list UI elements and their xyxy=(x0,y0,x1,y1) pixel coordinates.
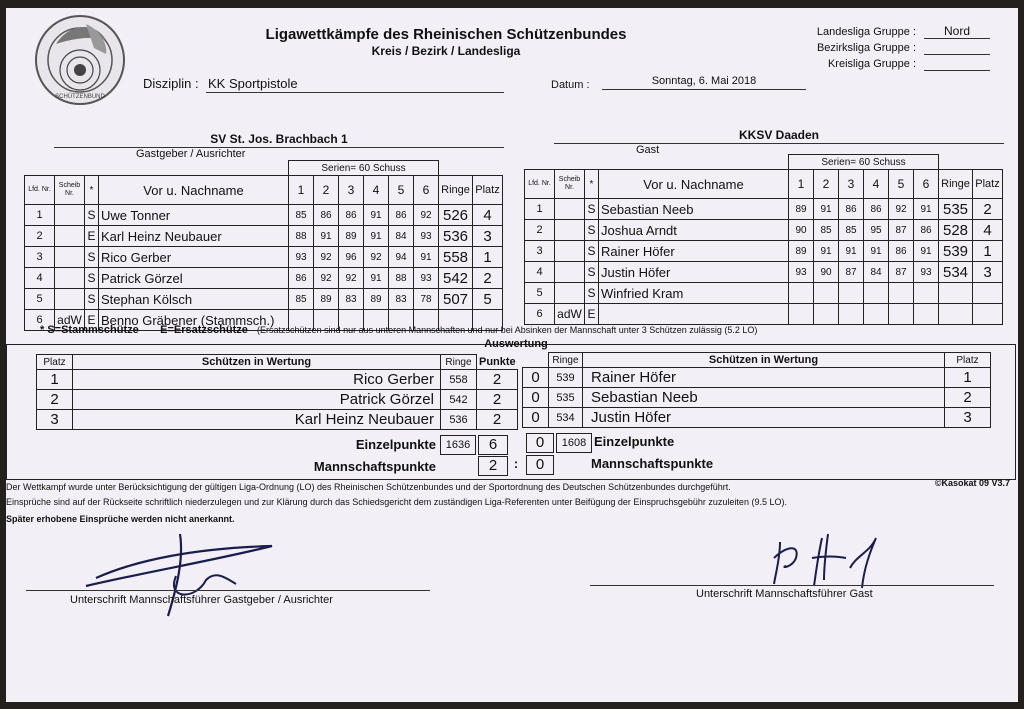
home-team-name: SV St. Jos. Brachbach 1 xyxy=(210,132,348,146)
footer-copyright: ©Kasokat 09 V3.7 xyxy=(934,478,1010,488)
landesliga-value: Nord xyxy=(943,24,970,38)
cell-nr: 3 xyxy=(525,241,555,262)
cell-series xyxy=(789,304,814,325)
cell-name: Uwe Tonner xyxy=(99,205,289,226)
cell-series: 84 xyxy=(389,226,414,247)
cell-series: 92 xyxy=(414,205,439,226)
cell-platz: 3 xyxy=(973,262,1003,283)
cell-name xyxy=(599,304,789,325)
cell-ringe: 536 xyxy=(439,226,473,247)
cell-punkte: 0 xyxy=(523,408,549,428)
cell-punkte: 2 xyxy=(477,410,518,430)
cell-ringe xyxy=(939,283,973,304)
auswertung-row xyxy=(523,388,991,408)
guest-mannschaftspunkte: 0 xyxy=(526,455,554,475)
cell-s: E xyxy=(85,226,99,247)
cell-name: Joshua Arndt xyxy=(599,220,789,241)
mannschaftspunkte-label-guest: Mannschaftspunkte xyxy=(591,456,714,471)
cell-platz: 2 xyxy=(973,199,1003,220)
cell-series xyxy=(889,304,914,325)
col-star: * xyxy=(85,176,99,205)
cell-series: 93 xyxy=(289,247,314,268)
cell-ringe: 558 xyxy=(441,370,477,390)
legend-stamm: * S=Stammschütze xyxy=(40,324,139,336)
cell-series: 85 xyxy=(289,289,314,310)
einzelpunkte-label-home: Einzelpunkte xyxy=(355,437,436,452)
table-row xyxy=(525,220,1003,241)
cell-series: 91 xyxy=(364,205,389,226)
cell-series: 89 xyxy=(364,289,389,310)
cell-series: 86 xyxy=(314,205,339,226)
cell-s: S xyxy=(85,268,99,289)
cell-series: 92 xyxy=(364,247,389,268)
cell-scheib xyxy=(555,241,585,262)
cell-s: S xyxy=(585,241,599,262)
auswertung-home-table: Platz Schützen in Wertung Ringe Punkte 1 Rico Gerber 558 2 2 Patrick Görzel 542 2 3 Karl Heinz Neubauer 536 2 xyxy=(36,354,518,430)
auswertung-row xyxy=(523,408,991,428)
cell-name: Rico Gerber xyxy=(99,247,289,268)
cell-platz: 1 xyxy=(37,370,73,390)
cell-series xyxy=(814,304,839,325)
cell-punkte: 0 xyxy=(523,368,549,388)
cell-s: S xyxy=(585,283,599,304)
cell-platz: 1 xyxy=(945,368,991,388)
home-score-table: Serien= 60 Schuss Lfd. Nr. Scheib Nr. * Vor u. Nachname 1 2 3 4 5 6 Ringe Platz 1 S Uwe Tonner 85 86 86 91 86 92 526 4 2 E Karl Heinz Neubauer 88 91 89 91 84 93 536 3 3 S Rico Gerber 93 92 96 92 94 91 558 1 4 S Patrick Görzel 86 92 92 91 88 93 542 2 5 S Stephan Kölsch 85 89 83 89 83 78 507 5 6 adW E Benno Gräbener (Stammsch.) xyxy=(24,160,503,331)
cell-s: S xyxy=(585,199,599,220)
cell-nr: 4 xyxy=(25,268,55,289)
auswertung-row xyxy=(523,368,991,388)
cell-series xyxy=(889,283,914,304)
cell-s: S xyxy=(585,220,599,241)
cell-scheib: adW xyxy=(55,310,85,331)
cell-series: 86 xyxy=(389,205,414,226)
cell-nr: 5 xyxy=(525,283,555,304)
guest-score-table: Serien= 60 Schuss Lfd. Nr. Scheib Nr. * Vor u. Nachname 1 2 3 4 5 6 Ringe Platz 1 S Sebastian Neeb 89 91 86 86 92 91 535 2 2 S Joshua Arndt 90 85 85 95 87 86 528 4 3 S Rainer Höfer 89 91 91 91 86 91 539 1 4 S Justin Höfer 93 90 87 84 87 93 534 3 5 S Winfried Kram 6 adW E xyxy=(524,154,1003,325)
cell-platz: 3 xyxy=(945,408,991,428)
col-lfd: Lfd. Nr. xyxy=(25,176,55,205)
cell-nr: 1 xyxy=(25,205,55,226)
cell-s: S xyxy=(85,247,99,268)
cell-series: 91 xyxy=(414,247,439,268)
cell-scheib xyxy=(55,226,85,247)
cell-name: Rainer Höfer xyxy=(583,368,945,388)
cell-platz xyxy=(973,283,1003,304)
cell-series: 90 xyxy=(789,220,814,241)
auswertung-row xyxy=(37,390,518,410)
cell-ringe: 534 xyxy=(939,262,973,283)
cell-series xyxy=(864,304,889,325)
cell-nr: 6 xyxy=(525,304,555,325)
cell-series: 87 xyxy=(839,262,864,283)
table-row xyxy=(25,247,503,268)
footer-spaeter: Später erhobene Einsprüche werden nicht anerkannt. xyxy=(6,514,235,524)
cell-series: 86 xyxy=(914,220,939,241)
table-row xyxy=(25,226,503,247)
cell-series: 91 xyxy=(364,226,389,247)
cell-scheib xyxy=(555,262,585,283)
document-title: Ligawettkämpfe des Rheinischen Schützenbundes xyxy=(265,26,627,43)
cell-platz: 2 xyxy=(473,268,503,289)
table-row xyxy=(525,283,1003,304)
cell-ringe xyxy=(939,304,973,325)
guest-team-name: KKSV Daaden xyxy=(738,128,820,142)
cell-punkte: 2 xyxy=(477,390,518,410)
cell-name: Sebastian Neeb xyxy=(583,388,945,408)
cell-series: 87 xyxy=(889,262,914,283)
cell-nr: 4 xyxy=(525,262,555,283)
cell-series: 83 xyxy=(339,289,364,310)
cell-ringe: 507 xyxy=(439,289,473,310)
table-row xyxy=(25,205,503,226)
disziplin-label: Disziplin : xyxy=(143,76,199,91)
cell-platz: 2 xyxy=(37,390,73,410)
cell-series: 89 xyxy=(789,199,814,220)
auswertung-row xyxy=(37,410,518,430)
cell-ringe: 536 xyxy=(441,410,477,430)
cell-series: 91 xyxy=(814,199,839,220)
table-row xyxy=(525,262,1003,283)
cell-name: Benno Gräbener (Stammsch.) xyxy=(99,310,289,331)
cell-ringe: 539 xyxy=(939,241,973,262)
cell-series: 93 xyxy=(414,268,439,289)
legend-ersatz: E=Ersatzschütze xyxy=(160,324,248,336)
cell-series xyxy=(914,283,939,304)
home-ringe-total: 1636 xyxy=(440,435,476,455)
col-name: Vor u. Nachname xyxy=(99,176,289,205)
datum-label: Datum : xyxy=(551,79,590,91)
cell-series: 94 xyxy=(389,247,414,268)
cell-name: Rico Gerber xyxy=(73,370,441,390)
col-ringe: Ringe xyxy=(439,176,473,205)
cell-series: 89 xyxy=(339,226,364,247)
cell-name: Karl Heinz Neubauer xyxy=(73,410,441,430)
legend-note: (Ersatzschützen sind nur aus unteren Mannschaften und nur bei Absinken der Mannschaft unter 3 Schützen zulässig (5.2 LO) xyxy=(257,325,758,335)
cell-scheib xyxy=(555,220,585,241)
cell-platz: 3 xyxy=(37,410,73,430)
einzelpunkte-label-guest: Einzelpunkte xyxy=(594,434,675,449)
cell-series: 90 xyxy=(814,262,839,283)
cell-platz: 1 xyxy=(973,241,1003,262)
cell-scheib xyxy=(55,289,85,310)
cell-series: 89 xyxy=(314,289,339,310)
document-subtitle: Kreis / Bezirk / Landesliga xyxy=(371,44,521,58)
cell-series: 86 xyxy=(839,199,864,220)
cell-scheib xyxy=(555,283,585,304)
cell-platz: 2 xyxy=(945,388,991,408)
cell-name: Sebastian Neeb xyxy=(599,199,789,220)
cell-punkte: 2 xyxy=(477,370,518,390)
col-platz: Platz xyxy=(473,176,503,205)
cell-series: 91 xyxy=(914,241,939,262)
cell-series: 86 xyxy=(289,268,314,289)
cell-name: Rainer Höfer xyxy=(599,241,789,262)
cell-name: Justin Höfer xyxy=(599,262,789,283)
cell-ringe: 558 xyxy=(439,247,473,268)
cell-ringe: 542 xyxy=(441,390,477,410)
cell-series: 91 xyxy=(839,241,864,262)
auswertung-guest-table: Ringe Schützen in Wertung Platz 0 539 Rainer Höfer 1 0 535 Sebastian Neeb 2 0 534 Justin Höfer 3 xyxy=(522,352,991,428)
cell-series: 91 xyxy=(364,268,389,289)
cell-series: 84 xyxy=(864,262,889,283)
cell-scheib: adW xyxy=(555,304,585,325)
landesliga-label: Landesliga Gruppe : xyxy=(816,26,916,38)
signature-home-label: Unterschrift Mannschaftsführer Gastgeber / Ausrichter xyxy=(70,594,333,606)
guest-ringe-total: 1608 xyxy=(556,433,592,453)
cell-series: 91 xyxy=(864,241,889,262)
mannschaftspunkte-label-home: Mannschaftspunkte xyxy=(313,459,436,474)
cell-series xyxy=(864,283,889,304)
cell-nr: 5 xyxy=(25,289,55,310)
cell-name: Stephan Kölsch xyxy=(99,289,289,310)
signature-guest-label: Unterschrift Mannschaftsführer Gast xyxy=(696,588,873,600)
cell-nr: 1 xyxy=(525,199,555,220)
cell-scheib xyxy=(55,205,85,226)
cell-nr: 6 xyxy=(25,310,55,331)
cell-scheib xyxy=(55,268,85,289)
cell-name: Patrick Görzel xyxy=(99,268,289,289)
cell-series: 93 xyxy=(789,262,814,283)
cell-series: 85 xyxy=(839,220,864,241)
cell-series xyxy=(839,283,864,304)
cell-s: E xyxy=(85,310,99,331)
cell-name: Patrick Görzel xyxy=(73,390,441,410)
cell-series: 92 xyxy=(314,268,339,289)
cell-series: 93 xyxy=(914,262,939,283)
home-mannschaftspunkte: 2 xyxy=(478,456,508,476)
cell-nr: 2 xyxy=(525,220,555,241)
cell-platz: 3 xyxy=(473,226,503,247)
cell-nr: 2 xyxy=(25,226,55,247)
cell-scheib xyxy=(55,247,85,268)
cell-series: 91 xyxy=(814,241,839,262)
cell-series: 96 xyxy=(339,247,364,268)
auswertung-title: Auswertung xyxy=(484,338,548,350)
cell-nr: 3 xyxy=(25,247,55,268)
cell-series: 89 xyxy=(789,241,814,262)
table-row xyxy=(525,241,1003,262)
cell-ringe: 528 xyxy=(939,220,973,241)
cell-series: 92 xyxy=(889,199,914,220)
cell-series: 85 xyxy=(289,205,314,226)
cell-platz: 1 xyxy=(473,247,503,268)
cell-scheib xyxy=(555,199,585,220)
logo-seal xyxy=(34,14,126,106)
footer-rules: Der Wettkampf wurde unter Berücksichtigung der gültigen Liga-Ordnung (LO) des Rheinischen Schützenbundes und der Sportordnung des Deutschen Schützenbundes durchgeführt. xyxy=(6,482,731,492)
cell-series: 88 xyxy=(289,226,314,247)
guest-team-role: Gast xyxy=(636,144,660,156)
cell-ringe: 539 xyxy=(549,368,583,388)
cell-s: S xyxy=(85,205,99,226)
table-row xyxy=(525,199,1003,220)
svg-text:SCHÜTZENBUND: SCHÜTZENBUND xyxy=(55,94,105,100)
cell-platz: 4 xyxy=(973,220,1003,241)
cell-name: Karl Heinz Neubauer xyxy=(99,226,289,247)
cell-series: 87 xyxy=(889,220,914,241)
cell-s: E xyxy=(585,304,599,325)
cell-ringe: 535 xyxy=(549,388,583,408)
cell-series: 83 xyxy=(389,289,414,310)
cell-s: S xyxy=(85,289,99,310)
cell-series: 88 xyxy=(389,268,414,289)
datum-value: Sonntag, 6. Mai 2018 xyxy=(651,75,757,87)
cell-series: 91 xyxy=(314,226,339,247)
cell-platz: 4 xyxy=(473,205,503,226)
kreisliga-label: Kreisliga Gruppe : xyxy=(827,58,916,70)
home-team-role: Gastgeber / Ausrichter xyxy=(136,148,246,160)
cell-name: Winfried Kram xyxy=(599,283,789,304)
cell-series: 85 xyxy=(814,220,839,241)
score-sheet xyxy=(6,8,1018,702)
cell-series: 92 xyxy=(339,268,364,289)
col-scheib: Scheib Nr. xyxy=(55,176,85,205)
cell-series: 91 xyxy=(914,199,939,220)
cell-ringe: 542 xyxy=(439,268,473,289)
footer-einspruch: Einsprüche sind auf der Rückseite schriftlich niederzulegen und zur Klärung durch das Schiedsgericht dem zuständigen Liga-Referenten unter Beifügung der Einspruchsgebühr zuzuleiten (9.5 LO). xyxy=(6,497,787,507)
cell-series xyxy=(839,304,864,325)
cell-series xyxy=(914,304,939,325)
bezirksliga-label: Bezirksliga Gruppe : xyxy=(816,42,916,54)
cell-series: 78 xyxy=(414,289,439,310)
cell-series xyxy=(814,283,839,304)
auswertung-row xyxy=(37,370,518,390)
table-row xyxy=(25,268,503,289)
disziplin-value: KK Sportpistole xyxy=(208,76,298,91)
cell-series xyxy=(789,283,814,304)
cell-ringe: 535 xyxy=(939,199,973,220)
cell-punkte: 0 xyxy=(523,388,549,408)
table-row xyxy=(25,289,503,310)
home-einzelpunkte: 6 xyxy=(478,435,508,455)
cell-series: 93 xyxy=(414,226,439,247)
cell-series: 86 xyxy=(889,241,914,262)
cell-series: 86 xyxy=(339,205,364,226)
cell-s: S xyxy=(585,262,599,283)
cell-platz: 5 xyxy=(473,289,503,310)
guest-einzelpunkte: 0 xyxy=(526,433,554,453)
score-colon: : xyxy=(513,456,519,471)
cell-series: 86 xyxy=(864,199,889,220)
cell-ringe: 526 xyxy=(439,205,473,226)
cell-series: 92 xyxy=(314,247,339,268)
table-row xyxy=(525,304,1003,325)
cell-name: Justin Höfer xyxy=(583,408,945,428)
cell-ringe: 534 xyxy=(549,408,583,428)
cell-series: 95 xyxy=(864,220,889,241)
cell-platz xyxy=(973,304,1003,325)
